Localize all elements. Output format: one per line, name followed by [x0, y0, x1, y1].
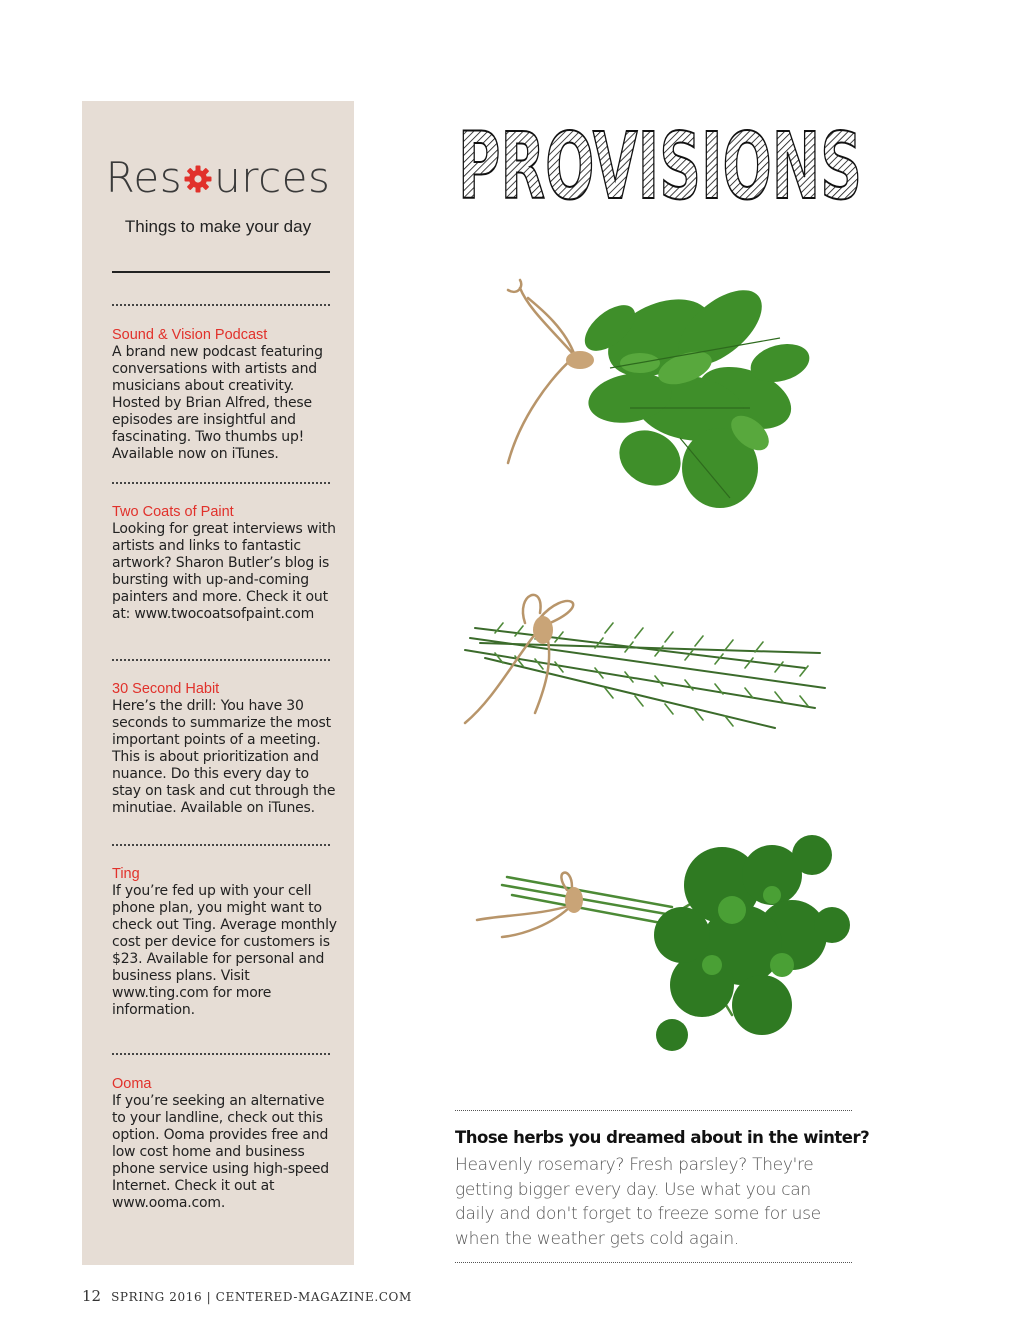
dotted-divider: [112, 844, 330, 846]
resource-title: 30 Second Habit: [112, 681, 220, 697]
caption-bottom-rule: [455, 1262, 852, 1263]
resource-entry: [112, 1076, 337, 1212]
caption-body: Heavenly rosemary? Fresh parsley? They're getting bigger every day. Use what you can daily and don't forget to freeze some for use when the weather gets cold again.: [455, 1155, 821, 1249]
provisions-heading-text: PROVISIONS: [458, 114, 862, 206]
resource-title: Ooma: [112, 1076, 152, 1092]
gear-icon: [183, 164, 213, 194]
dotted-divider: [112, 482, 330, 484]
page-number: 12: [82, 1287, 102, 1305]
dotted-divider: [112, 659, 330, 661]
dotted-divider: [112, 304, 330, 306]
resource-entry: [112, 866, 337, 1019]
issue-info: SPRING 2016 | CENTERED-MAGAZINE.COM: [111, 1290, 412, 1304]
resource-entry: [112, 504, 337, 623]
resource-entry: [112, 681, 337, 817]
dotted-divider: [112, 1053, 330, 1055]
resource-title: Two Coats of Paint: [112, 504, 234, 520]
resources-subtitle: Things to make your day: [124, 217, 312, 236]
resources-title: [82, 153, 354, 203]
resource-title: Ting: [112, 866, 140, 882]
resource-body: Here’s the drill: You have 30 seconds to summarize the most important points of a meeting. This is about prioritization and nuance. Do this every day to stay on task and cut through the minutiae. Available on iTunes.: [112, 698, 336, 816]
resource-body: A brand new podcast featuring conversations with artists and musicians about creativity. Hosted by Brian Alfred, these episodes are insightful and fascinating. Two thumbs up! Available now on iTunes.: [112, 344, 323, 462]
page-footer: [82, 1287, 412, 1305]
divider: [112, 271, 330, 273]
resource-body: Looking for great interviews with artists and links to fantastic artwork? Sharon Butler’s blog is bursting with up-and-coming painters and more. Check it out at: www.twocoatsofpaint.com: [112, 521, 336, 622]
resource-title: Sound & Vision Podcast: [112, 327, 268, 343]
resource-body: If you’re seeking an alternative to your landline, check out this option. Ooma provides free and low cost home and business phone service using high-speed Internet. Check it out at www.ooma.com.: [112, 1093, 329, 1211]
resources-sidebar: [82, 101, 354, 1265]
parsley-bunch-image: [472, 815, 864, 1059]
provisions-heading: [455, 114, 865, 206]
caption-top-rule: [455, 1110, 852, 1111]
basil-bunch-image: [480, 268, 820, 530]
resources-title-start: Res: [105, 153, 183, 202]
resources-title-end: urces: [214, 153, 331, 202]
rosemary-bunch-image: [455, 578, 829, 744]
resource-body: If you’re fed up with your cell phone plan, you might want to check out Ting. Average monthly cost per device for customers is $23. Available for personal and business plans. Visit www.ting.com for more information.: [112, 883, 337, 1018]
resource-entry: [112, 327, 337, 463]
caption-title: Those herbs you dreamed about in the winter?: [455, 1128, 870, 1147]
